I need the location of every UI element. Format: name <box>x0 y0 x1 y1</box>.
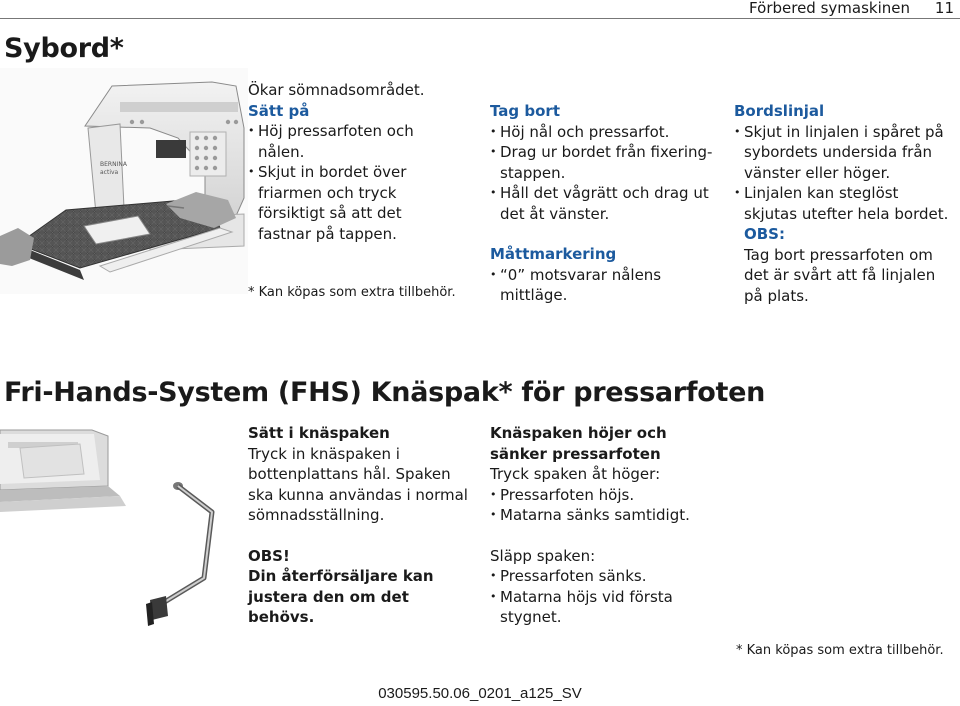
sybord-intro-block <box>248 80 458 244</box>
tag-bort-heading: Tag bort <box>490 102 560 120</box>
mattmarkering-list <box>490 265 715 306</box>
satt-i-text: Tryck in knäspaken i bottenplattans hål. Spaken ska kunna användas i normal sömnadsställning. <box>248 444 468 524</box>
page-number: 11 <box>934 0 954 17</box>
photo-brand-label: BERNINA <box>100 161 127 168</box>
list-item: • Höj pressarfoten och nålen. <box>248 121 458 162</box>
tag-bort-block <box>490 101 715 306</box>
slapp-list <box>490 566 715 628</box>
section-title-sybord: Sybord* <box>4 33 124 64</box>
section-title-fhs: Fri-Hands-System (FHS) Knäspak* för pressarfoten <box>4 377 766 408</box>
fhs-obs-label: OBS! <box>248 546 290 565</box>
bordslinjal-list <box>734 122 956 225</box>
satt-pa-heading: Sätt på <box>248 101 310 120</box>
header-rule <box>0 18 960 19</box>
fhs-obs-text: Din återförsäljare kan justera den om det behövs. <box>248 567 434 626</box>
list-item: • Skjut in linjalen i spåret på sybordets undersida från vänster eller höger. <box>734 122 956 184</box>
list-item: • “0” motsvarar nålens mittläge. <box>490 265 715 306</box>
running-header-title: Förbered symaskinen <box>749 0 910 17</box>
list-item: • Höj nål och pressarfot. <box>490 122 715 143</box>
hojer-block <box>490 423 715 628</box>
list-item: • Matarna höjs vid första stygnet. <box>490 587 715 628</box>
fhs-footnote: * Kan köpas som extra tillbehör. <box>736 643 944 658</box>
sybord-intro: Ökar sömnadsområdet. <box>248 81 425 99</box>
list-item: • Skjut in bordet över friarmen och tryck försiktigt så att det fastnar på tappen. <box>248 162 458 244</box>
list-item: • Matarna sänks samtidigt. <box>490 505 715 526</box>
bordslinjal-block <box>734 101 956 306</box>
hojer-list <box>490 485 715 526</box>
list-item: • Linjalen kan steglöst skjutas utefter hela bordet. <box>734 183 956 224</box>
tag-bort-list <box>490 122 715 225</box>
list-item: • Pressarfoten sänks. <box>490 566 715 587</box>
sybord-footnote: * Kan köpas som extra tillbehör. <box>248 285 456 300</box>
photo-model-label: activa <box>100 169 119 176</box>
list-item: • Drag ur bordet från fixering-stappen. <box>490 142 715 183</box>
satt-pa-list <box>248 121 458 244</box>
bordslinjal-obs-label: OBS: <box>744 225 785 243</box>
bordslinjal-obs-text: Tag bort pressarfoten om det är svårt att få linjalen på plats. <box>744 245 936 305</box>
sewing-machine-table-photo <box>0 68 248 294</box>
bordslinjal-heading: Bordslinjal <box>734 102 825 120</box>
list-item: • Håll det vågrätt och drag ut det åt vänster. <box>490 183 715 224</box>
mattmarkering-heading: Måttmarkering <box>490 245 617 263</box>
list-item: • Pressarfoten höjs. <box>490 485 715 506</box>
document-code: 030595.50.06_0201_a125_SV <box>378 685 582 702</box>
satt-i-heading: Sätt i knäspaken <box>248 424 390 442</box>
hojer-lead: Tryck spaken åt höger: <box>490 465 661 483</box>
hojer-heading: Knäspaken höjer och sänker pressarfoten <box>490 424 667 463</box>
slapp-lead: Släpp spaken: <box>490 546 596 565</box>
satt-i-block <box>248 423 473 628</box>
knee-lever-photo <box>0 428 232 654</box>
